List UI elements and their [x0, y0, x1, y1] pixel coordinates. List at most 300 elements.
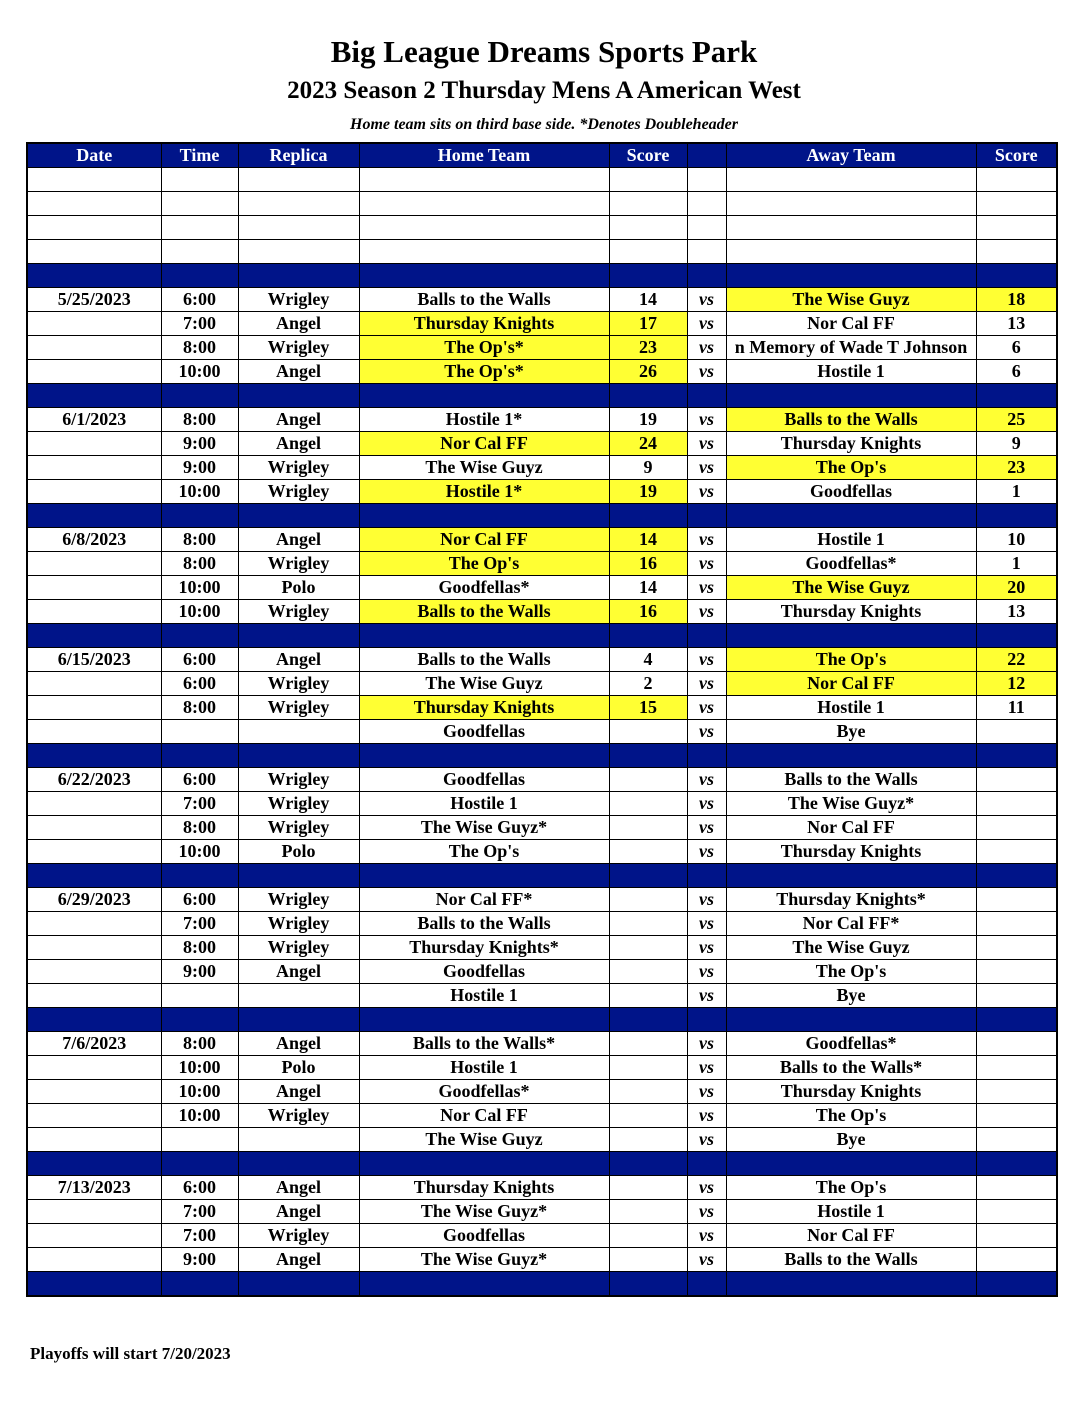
- home-team: The Op's*: [359, 336, 609, 360]
- vs-label: vs: [687, 768, 726, 792]
- vs-label: vs: [687, 816, 726, 840]
- game-field: Wrigley: [238, 480, 359, 504]
- away-team: The Op's: [726, 1176, 976, 1200]
- away-team: The Op's: [726, 960, 976, 984]
- game-row: [27, 432, 1057, 456]
- away-team: Goodfellas*: [726, 552, 976, 576]
- game-row: [27, 696, 1057, 720]
- away-score: [976, 1104, 1057, 1128]
- game-date: [27, 432, 161, 456]
- col-header-time: Time: [161, 143, 238, 168]
- vs-label: vs: [687, 912, 726, 936]
- game-date: [27, 912, 161, 936]
- blank-row: [27, 192, 1057, 216]
- vs-label: vs: [687, 576, 726, 600]
- week-separator-row: [27, 1272, 1057, 1297]
- home-team: Thursday Knights: [359, 312, 609, 336]
- away-score: 6: [976, 360, 1057, 384]
- game-time: 6:00: [161, 672, 238, 696]
- vs-label: vs: [687, 792, 726, 816]
- game-date: [27, 312, 161, 336]
- home-team: Goodfellas*: [359, 1080, 609, 1104]
- away-score: [976, 912, 1057, 936]
- col-header-away-score: Score: [976, 143, 1057, 168]
- away-score: [976, 1080, 1057, 1104]
- game-row: [27, 480, 1057, 504]
- game-date: [27, 360, 161, 384]
- game-date: [27, 720, 161, 744]
- game-field: Polo: [238, 1056, 359, 1080]
- game-time: 8:00: [161, 336, 238, 360]
- vs-label: vs: [687, 456, 726, 480]
- blank-row: [27, 216, 1057, 240]
- home-team: The Wise Guyz*: [359, 1200, 609, 1224]
- home-team: The Op's: [359, 552, 609, 576]
- game-date: [27, 552, 161, 576]
- vs-label: vs: [687, 312, 726, 336]
- game-row: [27, 1248, 1057, 1272]
- vs-label: vs: [687, 432, 726, 456]
- vs-label: vs: [687, 408, 726, 432]
- vs-label: vs: [687, 936, 726, 960]
- home-score: [609, 984, 687, 1008]
- away-score: [976, 936, 1057, 960]
- home-team: Hostile 1: [359, 1056, 609, 1080]
- home-team: The Wise Guyz: [359, 1128, 609, 1152]
- game-field: Wrigley: [238, 1224, 359, 1248]
- game-row: [27, 1128, 1057, 1152]
- away-team: The Wise Guyz*: [726, 792, 976, 816]
- home-score: [609, 792, 687, 816]
- game-date: [27, 456, 161, 480]
- game-field: Wrigley: [238, 888, 359, 912]
- game-row: [27, 888, 1057, 912]
- game-time: 7:00: [161, 312, 238, 336]
- home-score: 16: [609, 552, 687, 576]
- game-row: [27, 960, 1057, 984]
- vs-label: vs: [687, 840, 726, 864]
- schedule-table: [26, 142, 1058, 1297]
- home-team: The Op's*: [359, 360, 609, 384]
- week-separator-row: [27, 1152, 1057, 1176]
- away-score: [976, 888, 1057, 912]
- game-date: [27, 1224, 161, 1248]
- game-field: Angel: [238, 1200, 359, 1224]
- game-date: [27, 960, 161, 984]
- game-time: 7:00: [161, 1224, 238, 1248]
- away-score: 1: [976, 552, 1057, 576]
- game-row: [27, 1080, 1057, 1104]
- game-field: Wrigley: [238, 336, 359, 360]
- game-field: Wrigley: [238, 696, 359, 720]
- vs-label: vs: [687, 888, 726, 912]
- away-team: Nor Cal FF: [726, 672, 976, 696]
- home-score: [609, 1224, 687, 1248]
- blank-row: [27, 240, 1057, 264]
- home-score: [609, 720, 687, 744]
- away-team: Thursday Knights: [726, 1080, 976, 1104]
- home-score: 19: [609, 480, 687, 504]
- home-score: [609, 768, 687, 792]
- away-score: [976, 768, 1057, 792]
- game-date: 6/29/2023: [27, 888, 161, 912]
- game-date: 6/15/2023: [27, 648, 161, 672]
- header-row: [27, 143, 1057, 168]
- vs-label: vs: [687, 960, 726, 984]
- game-time: [161, 984, 238, 1008]
- game-date: [27, 696, 161, 720]
- game-date: [27, 600, 161, 624]
- vs-label: vs: [687, 696, 726, 720]
- vs-label: vs: [687, 1224, 726, 1248]
- away-team: Hostile 1: [726, 696, 976, 720]
- game-row: [27, 792, 1057, 816]
- away-score: 25: [976, 408, 1057, 432]
- game-field: Angel: [238, 648, 359, 672]
- vs-label: vs: [687, 288, 726, 312]
- game-row: [27, 984, 1057, 1008]
- away-team: Balls to the Walls: [726, 1248, 976, 1272]
- game-row: [27, 768, 1057, 792]
- away-score: [976, 1224, 1057, 1248]
- away-score: 12: [976, 672, 1057, 696]
- home-score: 9: [609, 456, 687, 480]
- game-row: [27, 816, 1057, 840]
- game-row: [27, 336, 1057, 360]
- away-team: The Wise Guyz: [726, 936, 976, 960]
- home-score: 14: [609, 288, 687, 312]
- home-score: 23: [609, 336, 687, 360]
- home-score: 14: [609, 528, 687, 552]
- game-time: 8:00: [161, 816, 238, 840]
- vs-label: vs: [687, 552, 726, 576]
- home-team: The Op's: [359, 840, 609, 864]
- game-row: [27, 576, 1057, 600]
- game-row: [27, 1200, 1057, 1224]
- vs-label: vs: [687, 600, 726, 624]
- col-header-replica: Replica: [238, 143, 359, 168]
- game-field: Angel: [238, 1080, 359, 1104]
- home-score: 16: [609, 600, 687, 624]
- home-team: Goodfellas: [359, 960, 609, 984]
- home-score: 14: [609, 576, 687, 600]
- game-row: [27, 1056, 1057, 1080]
- home-score: [609, 936, 687, 960]
- game-field: Wrigley: [238, 600, 359, 624]
- home-team: The Wise Guyz: [359, 456, 609, 480]
- game-row: [27, 672, 1057, 696]
- away-team: The Op's: [726, 648, 976, 672]
- vs-label: vs: [687, 336, 726, 360]
- game-date: 6/8/2023: [27, 528, 161, 552]
- game-field: Wrigley: [238, 552, 359, 576]
- home-score: [609, 1176, 687, 1200]
- game-row: [27, 552, 1057, 576]
- away-team: Balls to the Walls: [726, 408, 976, 432]
- home-score: 19: [609, 408, 687, 432]
- vs-label: vs: [687, 360, 726, 384]
- vs-label: vs: [687, 720, 726, 744]
- home-score: [609, 1200, 687, 1224]
- week-separator-row: [27, 384, 1057, 408]
- game-row: [27, 528, 1057, 552]
- game-time: 8:00: [161, 936, 238, 960]
- schedule-body: [27, 168, 1057, 1297]
- home-team: Hostile 1: [359, 984, 609, 1008]
- away-score: 13: [976, 600, 1057, 624]
- game-time: 6:00: [161, 768, 238, 792]
- away-score: [976, 1032, 1057, 1056]
- game-field: Wrigley: [238, 936, 359, 960]
- game-date: 5/25/2023: [27, 288, 161, 312]
- home-score: [609, 888, 687, 912]
- vs-label: vs: [687, 648, 726, 672]
- col-header-home-score: Score: [609, 143, 687, 168]
- game-row: [27, 648, 1057, 672]
- game-time: 6:00: [161, 888, 238, 912]
- game-row: [27, 840, 1057, 864]
- away-team: Nor Cal FF: [726, 1224, 976, 1248]
- vs-label: vs: [687, 480, 726, 504]
- game-time: 10:00: [161, 1056, 238, 1080]
- game-field: Wrigley: [238, 456, 359, 480]
- col-header-date: Date: [27, 143, 161, 168]
- away-score: 18: [976, 288, 1057, 312]
- away-score: [976, 840, 1057, 864]
- game-time: [161, 1128, 238, 1152]
- away-team: The Op's: [726, 1104, 976, 1128]
- game-field: Angel: [238, 1176, 359, 1200]
- game-row: [27, 720, 1057, 744]
- away-team: Thursday Knights: [726, 432, 976, 456]
- game-field: Angel: [238, 312, 359, 336]
- away-score: [976, 816, 1057, 840]
- away-team: Goodfellas: [726, 480, 976, 504]
- game-date: [27, 1104, 161, 1128]
- away-team: Balls to the Walls: [726, 768, 976, 792]
- game-time: 10:00: [161, 480, 238, 504]
- home-team: Goodfellas: [359, 720, 609, 744]
- game-date: 7/6/2023: [27, 1032, 161, 1056]
- home-team: Balls to the Walls: [359, 288, 609, 312]
- away-score: 1: [976, 480, 1057, 504]
- game-row: [27, 1032, 1057, 1056]
- game-field: [238, 984, 359, 1008]
- away-score: 20: [976, 576, 1057, 600]
- home-score: 15: [609, 696, 687, 720]
- col-header-vs: [687, 143, 726, 168]
- game-row: [27, 288, 1057, 312]
- game-date: 7/13/2023: [27, 1176, 161, 1200]
- page-title: Big League Dreams Sports Park: [330, 34, 758, 69]
- away-score: [976, 792, 1057, 816]
- away-score: [976, 1176, 1057, 1200]
- game-row: [27, 360, 1057, 384]
- game-date: [27, 816, 161, 840]
- col-header-away-team: Away Team: [726, 143, 976, 168]
- away-team: Goodfellas*: [726, 1032, 976, 1056]
- game-date: 6/22/2023: [27, 768, 161, 792]
- home-team: The Wise Guyz: [359, 672, 609, 696]
- game-time: 9:00: [161, 1248, 238, 1272]
- vs-label: vs: [687, 1056, 726, 1080]
- game-field: Wrigley: [238, 288, 359, 312]
- game-time: 7:00: [161, 792, 238, 816]
- game-date: [27, 576, 161, 600]
- home-team: Thursday Knights*: [359, 936, 609, 960]
- game-field: Wrigley: [238, 1104, 359, 1128]
- home-team: Goodfellas: [359, 768, 609, 792]
- away-score: 22: [976, 648, 1057, 672]
- home-score: [609, 912, 687, 936]
- home-team: Nor Cal FF: [359, 432, 609, 456]
- game-field: Angel: [238, 1248, 359, 1272]
- away-team: Balls to the Walls*: [726, 1056, 976, 1080]
- game-row: [27, 1104, 1057, 1128]
- home-score: [609, 1056, 687, 1080]
- game-time: 6:00: [161, 288, 238, 312]
- playoffs-note: Playoffs will start 7/20/2023: [30, 1344, 231, 1363]
- game-time: 7:00: [161, 912, 238, 936]
- game-time: 6:00: [161, 1176, 238, 1200]
- home-score: 4: [609, 648, 687, 672]
- away-score: [976, 1200, 1057, 1224]
- game-row: [27, 1176, 1057, 1200]
- home-team: Nor Cal FF: [359, 528, 609, 552]
- game-time: 10:00: [161, 1080, 238, 1104]
- home-score: [609, 1128, 687, 1152]
- game-date: [27, 1080, 161, 1104]
- game-date: [27, 1248, 161, 1272]
- game-field: Polo: [238, 840, 359, 864]
- away-score: [976, 1056, 1057, 1080]
- vs-label: vs: [687, 672, 726, 696]
- away-team: The Wise Guyz: [726, 288, 976, 312]
- home-score: [609, 1032, 687, 1056]
- game-row: [27, 456, 1057, 480]
- game-time: 10:00: [161, 360, 238, 384]
- home-score: 17: [609, 312, 687, 336]
- away-team: Thursday Knights: [726, 840, 976, 864]
- away-score: [976, 984, 1057, 1008]
- vs-label: vs: [687, 1080, 726, 1104]
- game-field: Wrigley: [238, 768, 359, 792]
- away-score: [976, 720, 1057, 744]
- game-time: 7:00: [161, 1200, 238, 1224]
- home-team: Balls to the Walls: [359, 648, 609, 672]
- vs-label: vs: [687, 1176, 726, 1200]
- game-time: 6:00: [161, 648, 238, 672]
- col-header-home-team: Home Team: [359, 143, 609, 168]
- away-team: Nor Cal FF*: [726, 912, 976, 936]
- away-score: [976, 1248, 1057, 1272]
- away-team: Bye: [726, 720, 976, 744]
- home-team: Goodfellas*: [359, 576, 609, 600]
- game-field: Angel: [238, 528, 359, 552]
- home-team: Hostile 1: [359, 792, 609, 816]
- home-team: Nor Cal FF: [359, 1104, 609, 1128]
- away-team: Nor Cal FF: [726, 816, 976, 840]
- week-separator-row: [27, 504, 1057, 528]
- home-team: Hostile 1*: [359, 480, 609, 504]
- home-score: [609, 1248, 687, 1272]
- home-team: Balls to the Walls: [359, 600, 609, 624]
- vs-label: vs: [687, 528, 726, 552]
- home-score: [609, 840, 687, 864]
- game-field: Wrigley: [238, 792, 359, 816]
- away-team: Bye: [726, 1128, 976, 1152]
- game-date: [27, 1056, 161, 1080]
- week-separator-row: [27, 744, 1057, 768]
- game-time: 8:00: [161, 552, 238, 576]
- away-team: n Memory of Wade T Johnson: [726, 336, 976, 360]
- game-time: 10:00: [161, 576, 238, 600]
- game-date: 6/1/2023: [27, 408, 161, 432]
- game-time: 10:00: [161, 840, 238, 864]
- away-score: 9: [976, 432, 1057, 456]
- game-date: [27, 1128, 161, 1152]
- away-team: Hostile 1: [726, 360, 976, 384]
- away-score: 23: [976, 456, 1057, 480]
- home-team: Goodfellas: [359, 1224, 609, 1248]
- home-team: Balls to the Walls*: [359, 1032, 609, 1056]
- game-date: [27, 984, 161, 1008]
- game-time: 10:00: [161, 1104, 238, 1128]
- game-date: [27, 936, 161, 960]
- home-team: Thursday Knights: [359, 1176, 609, 1200]
- week-separator-row: [27, 624, 1057, 648]
- week-separator-row: [27, 864, 1057, 888]
- game-date: [27, 480, 161, 504]
- vs-label: vs: [687, 1032, 726, 1056]
- game-time: 8:00: [161, 528, 238, 552]
- away-team: Hostile 1: [726, 1200, 976, 1224]
- game-date: [27, 1200, 161, 1224]
- week-separator-row: [27, 1008, 1057, 1032]
- away-score: [976, 960, 1057, 984]
- week-separator-row: [27, 264, 1057, 288]
- home-team: Nor Cal FF*: [359, 888, 609, 912]
- page-note: Home team sits on third base side. *Denotes Doubleheader: [350, 116, 738, 133]
- game-row: [27, 408, 1057, 432]
- home-team: The Wise Guyz*: [359, 1248, 609, 1272]
- home-score: 24: [609, 432, 687, 456]
- game-field: [238, 1128, 359, 1152]
- home-team: Hostile 1*: [359, 408, 609, 432]
- game-row: [27, 1224, 1057, 1248]
- home-score: [609, 1080, 687, 1104]
- game-field: Polo: [238, 576, 359, 600]
- game-time: 10:00: [161, 600, 238, 624]
- game-row: [27, 312, 1057, 336]
- away-score: [976, 1128, 1057, 1152]
- game-time: 8:00: [161, 408, 238, 432]
- away-score: 11: [976, 696, 1057, 720]
- game-field: Wrigley: [238, 912, 359, 936]
- game-field: Angel: [238, 960, 359, 984]
- game-time: 9:00: [161, 960, 238, 984]
- away-score: 13: [976, 312, 1057, 336]
- blank-row: [27, 168, 1057, 192]
- game-date: [27, 792, 161, 816]
- game-field: Angel: [238, 408, 359, 432]
- away-score: 6: [976, 336, 1057, 360]
- page-subtitle: 2023 Season 2 Thursday Mens A American West: [287, 77, 801, 104]
- game-time: 8:00: [161, 1032, 238, 1056]
- home-team: Thursday Knights: [359, 696, 609, 720]
- game-field: Wrigley: [238, 672, 359, 696]
- vs-label: vs: [687, 1104, 726, 1128]
